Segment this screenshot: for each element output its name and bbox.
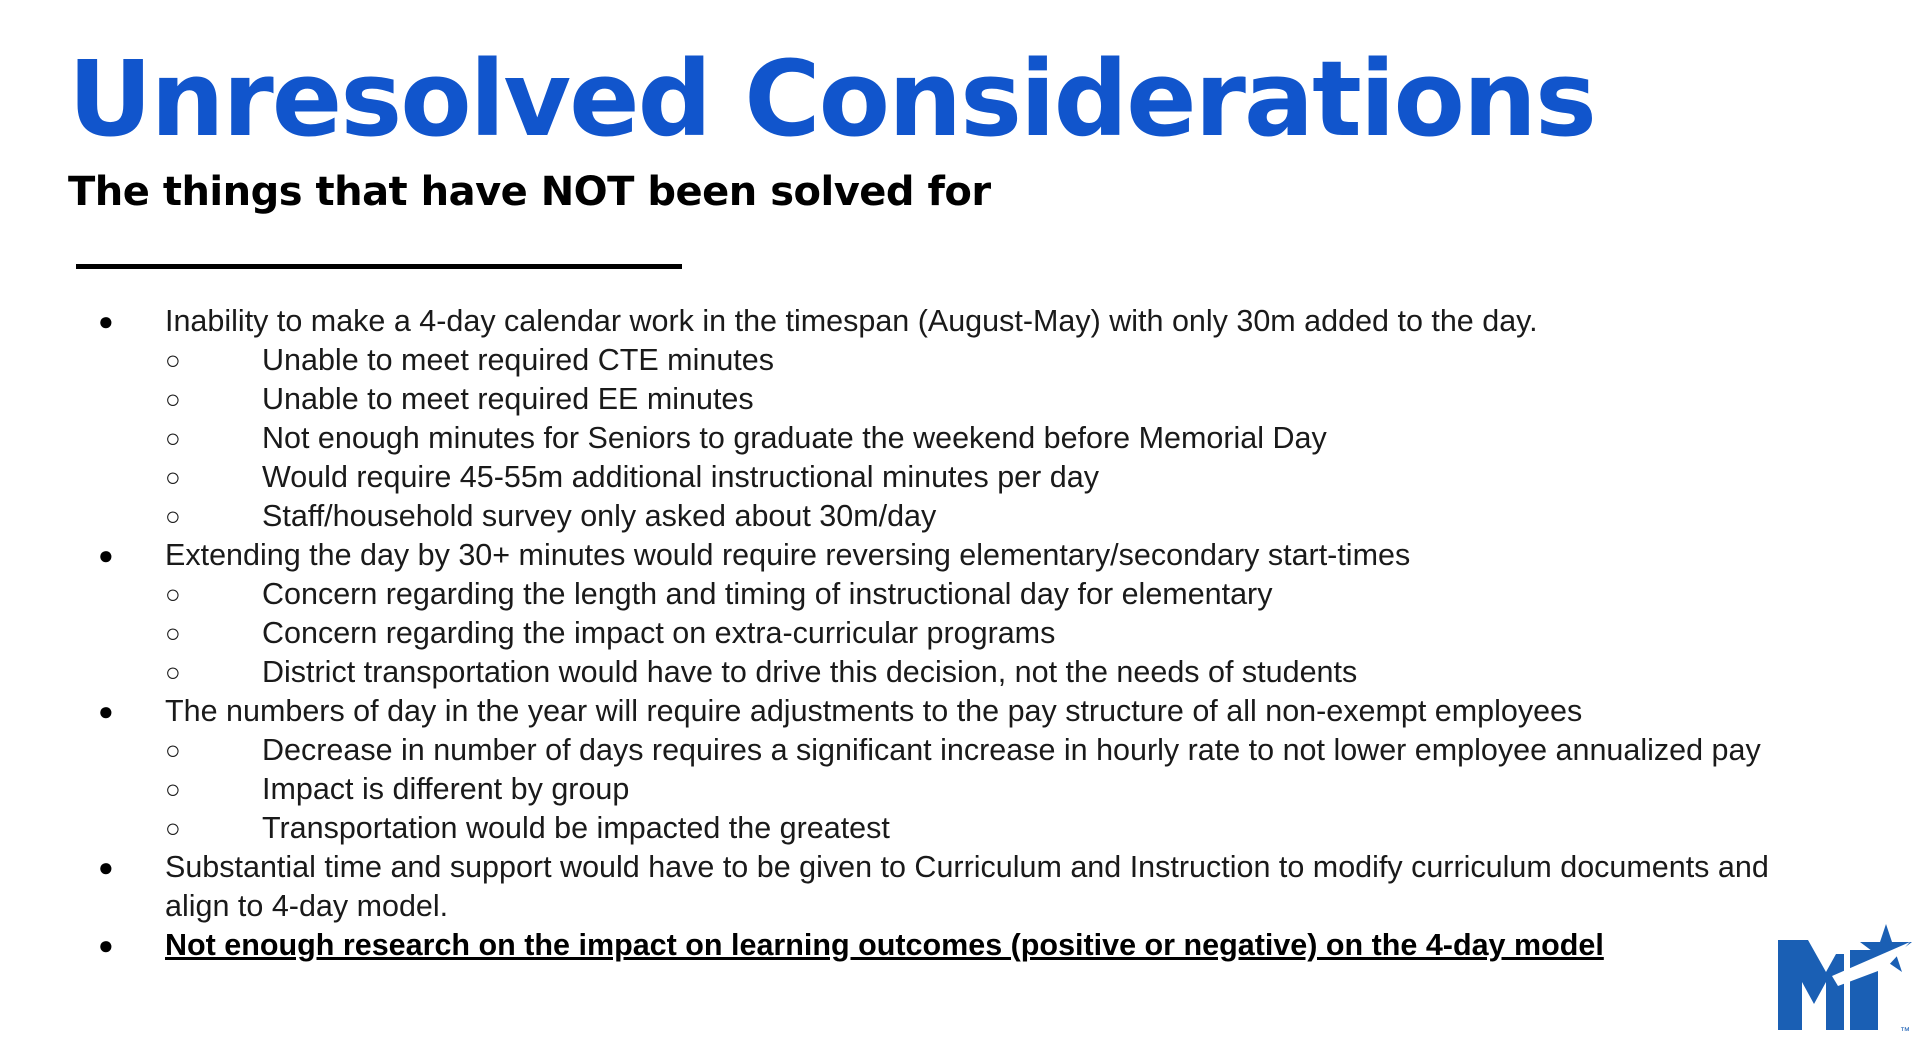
title-divider xyxy=(76,264,682,269)
bullet-icon: ● xyxy=(98,696,114,726)
sub-bullet-icon: ○ xyxy=(165,423,181,453)
sub-list-item xyxy=(165,419,1800,458)
sub-list-item xyxy=(165,731,1800,770)
sub-bullet-icon: ○ xyxy=(165,501,181,531)
sub-bullet-text: Unable to meet required EE minutes xyxy=(262,382,754,416)
list-item xyxy=(0,302,1800,536)
sub-bullet-text: Concern regarding the length and timing of instructional day for elementary xyxy=(262,577,1273,611)
considerations-list xyxy=(0,302,1800,965)
sub-list-item xyxy=(165,653,1800,692)
list-item xyxy=(0,926,1800,965)
sub-bullet-text: Transportation would be impacted the greatest xyxy=(262,811,890,845)
bullet-icon: ● xyxy=(98,306,114,336)
sub-bullet-text: Decrease in number of days requires a significant increase in hourly rate to not lower employee annualized pay xyxy=(262,733,1761,767)
sub-bullet-text: District transportation would have to drive this decision, not the needs of students xyxy=(262,655,1358,689)
sub-bullet-icon: ○ xyxy=(165,735,181,765)
bullet-text-emphasized: Not enough research on the impact on learning outcomes (positive or negative) on the 4-day model xyxy=(165,928,1604,962)
bullet-icon: ● xyxy=(98,540,114,570)
bullet-icon: ● xyxy=(98,930,114,960)
sub-list xyxy=(165,341,1800,536)
sub-bullet-icon: ○ xyxy=(165,774,181,804)
slide-subtitle: The things that have NOT been solved for xyxy=(68,169,991,215)
sub-bullet-icon: ○ xyxy=(165,813,181,843)
sub-bullet-text: Concern regarding the impact on extra-curricular programs xyxy=(262,616,1056,650)
sub-bullet-text: Would require 45-55m additional instructional minutes per day xyxy=(262,460,1099,494)
sub-list-item xyxy=(165,341,1800,380)
list-item xyxy=(0,692,1800,848)
sub-bullet-icon: ○ xyxy=(165,384,181,414)
sub-bullet-text: Staff/household survey only asked about 30m/day xyxy=(262,499,937,533)
logo-trademark: ™ xyxy=(1900,1026,1910,1037)
bullet-text: Inability to make a 4-day calendar work in the timespan (August-May) with only 30m added to the day. xyxy=(165,304,1538,338)
district-logo-icon xyxy=(1774,920,1914,1038)
sub-list-item xyxy=(165,614,1800,653)
sub-list xyxy=(165,575,1800,692)
sub-list-item xyxy=(165,809,1800,848)
sub-bullet-icon: ○ xyxy=(165,579,181,609)
sub-bullet-text: Not enough minutes for Seniors to graduate the weekend before Memorial Day xyxy=(262,421,1327,455)
sub-bullet-text: Unable to meet required CTE minutes xyxy=(262,343,774,377)
sub-bullet-icon: ○ xyxy=(165,618,181,648)
bullet-text: The numbers of day in the year will require adjustments to the pay structure of all non-exempt employees xyxy=(165,694,1583,728)
sub-list-item xyxy=(165,458,1800,497)
sub-bullet-text: Impact is different by group xyxy=(262,772,630,806)
slide-title: Unresolved Considerations xyxy=(68,38,1595,160)
sub-bullet-icon: ○ xyxy=(165,657,181,687)
sub-list-item xyxy=(165,497,1800,536)
sub-list-item xyxy=(165,770,1800,809)
sub-list xyxy=(165,731,1800,848)
sub-list-item xyxy=(165,380,1800,419)
bullet-icon: ● xyxy=(98,852,114,882)
list-item xyxy=(0,536,1800,692)
logo-m-shape xyxy=(1778,940,1844,1030)
bullet-text: Extending the day by 30+ minutes would require reversing elementary/secondary start-times xyxy=(165,538,1411,572)
sub-list-item xyxy=(165,575,1800,614)
list-item xyxy=(0,848,1800,926)
sub-bullet-icon: ○ xyxy=(165,345,181,375)
bullet-text: Substantial time and support would have to be given to Curriculum and Instruction to modify curriculum documents and align to 4-day model. xyxy=(165,850,1769,923)
sub-bullet-icon: ○ xyxy=(165,462,181,492)
